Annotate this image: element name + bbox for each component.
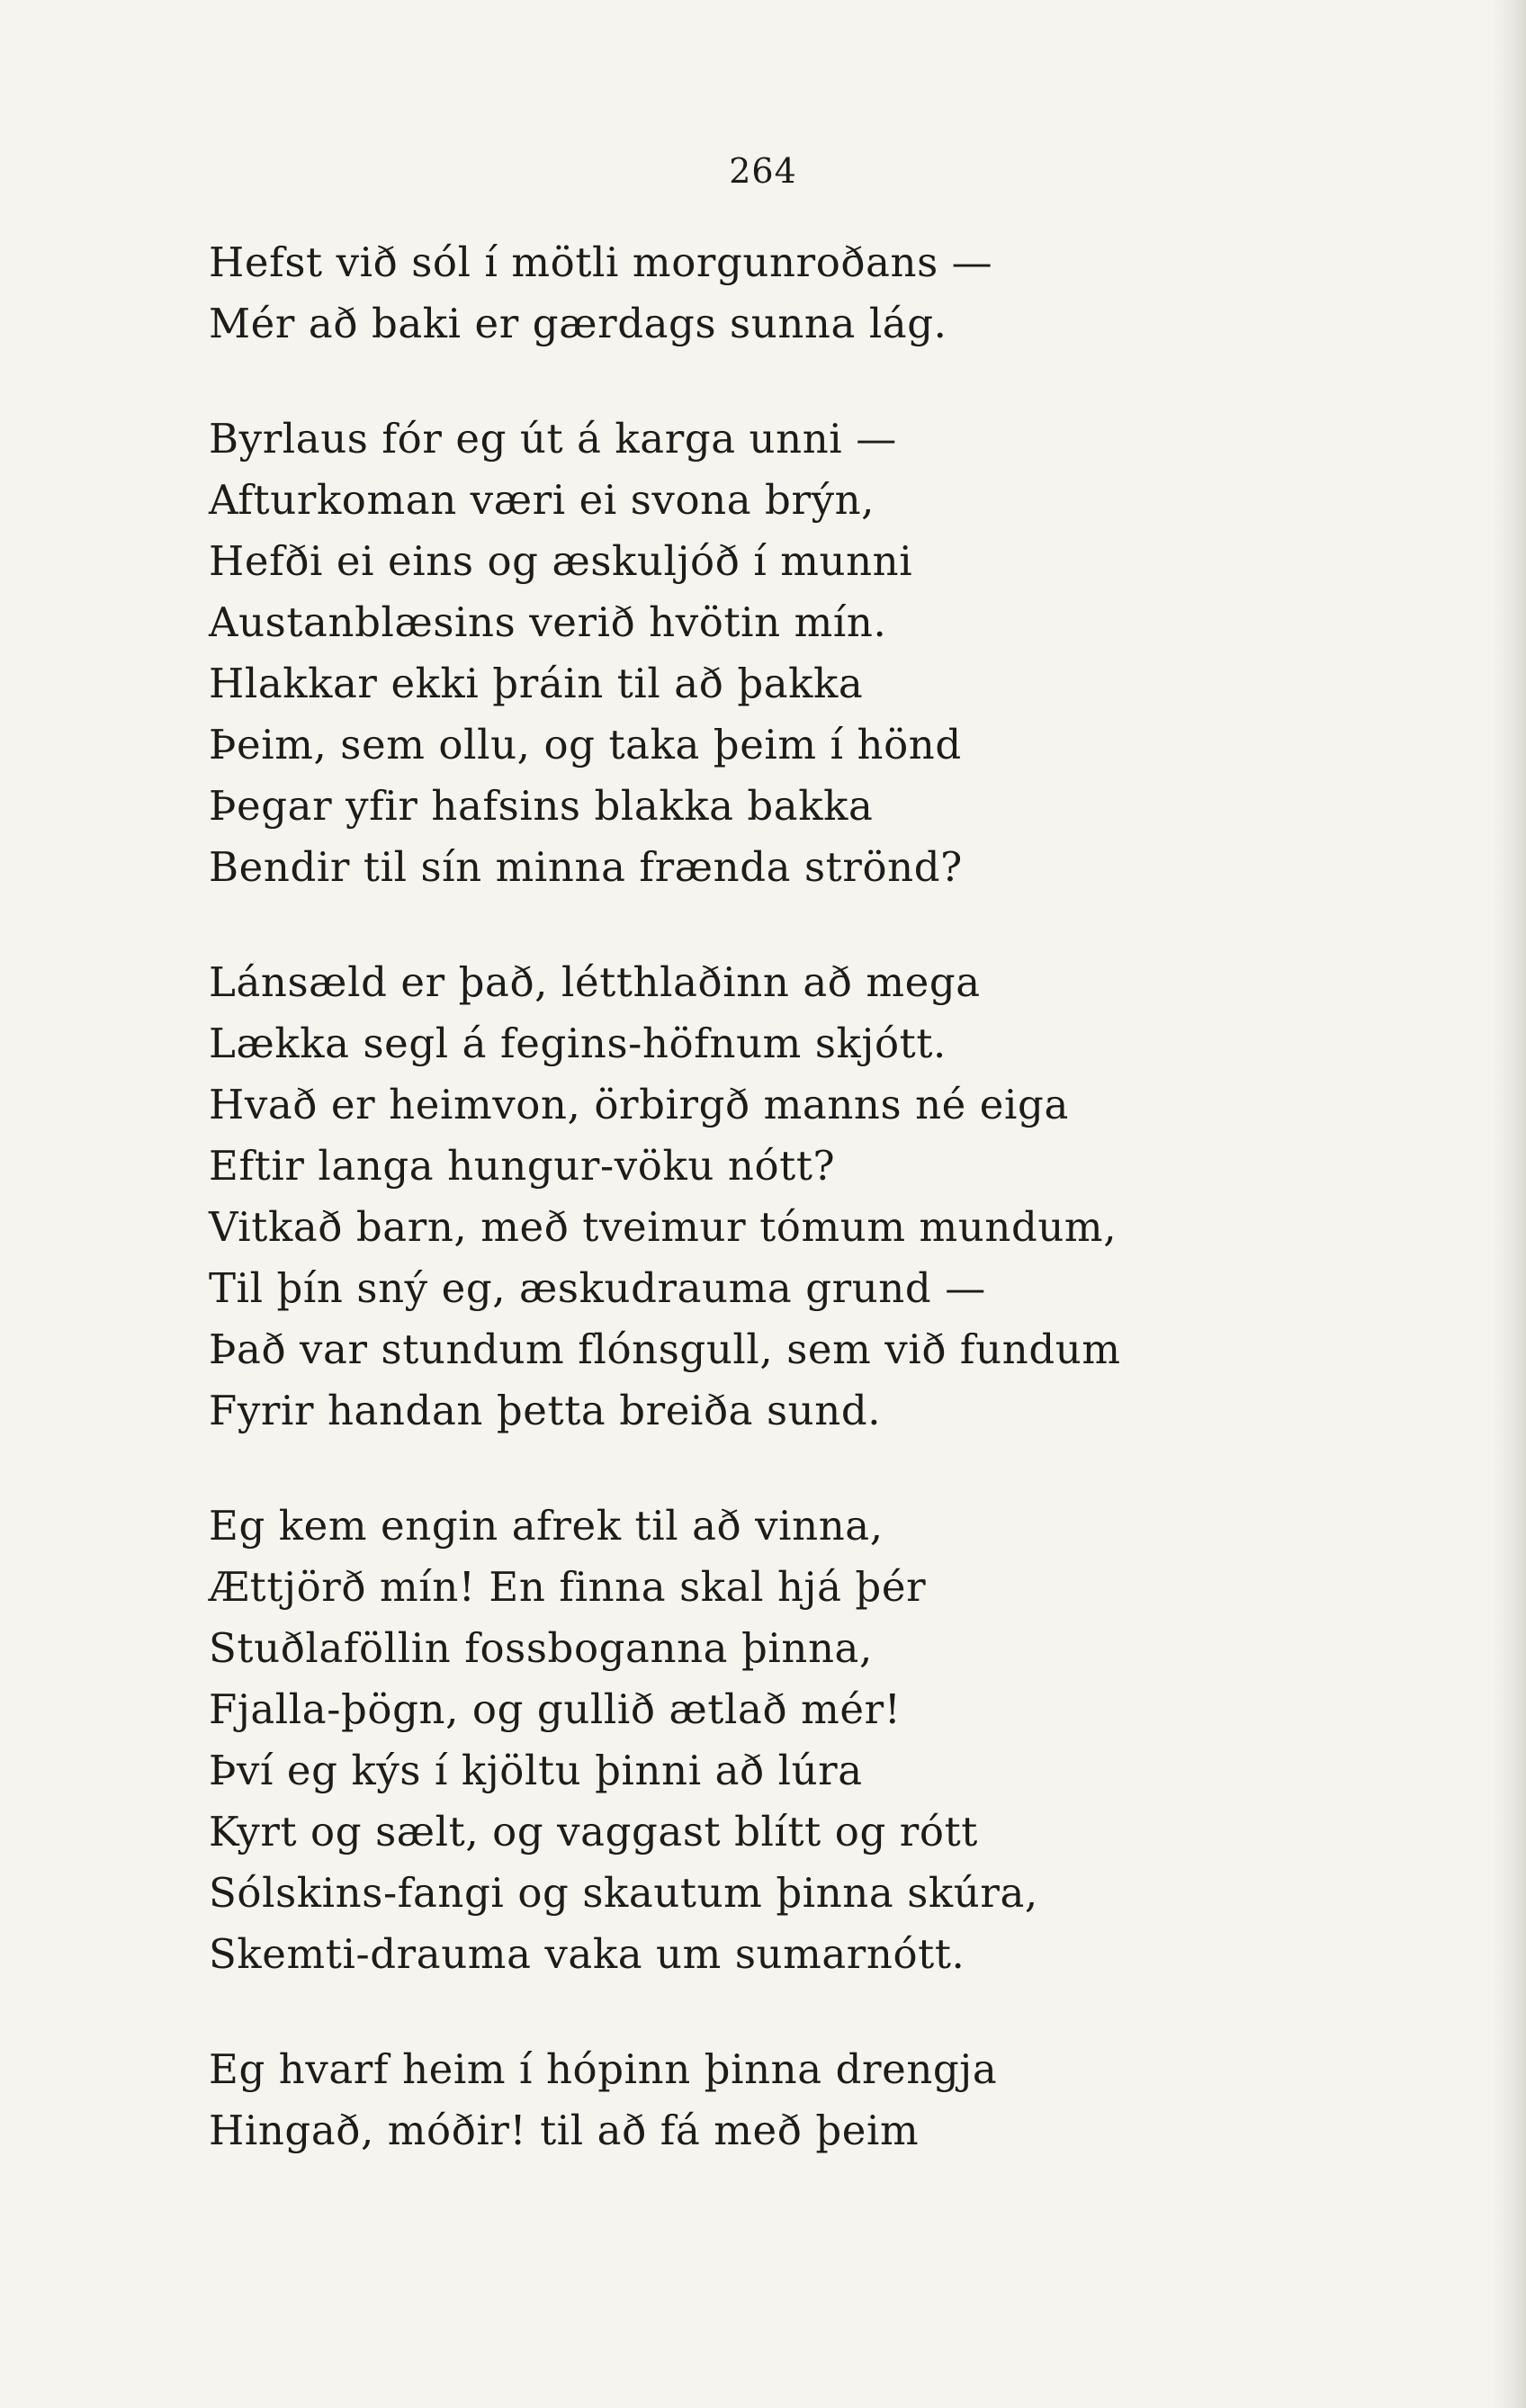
poem-line: Eftir langa hungur-vöku nótt?	[209, 1142, 836, 1190]
poem-line: Sólskins-fangi og skautum þinna skúra,	[209, 1869, 1038, 1917]
poem-line: Bendir til sín minna frænda strönd?	[209, 843, 963, 891]
poem-line: Eg hvarf heim í hópinn þinna drengja	[209, 2045, 998, 2093]
poem-line: Til þín sný eg, æskudrauma grund —	[209, 1264, 986, 1312]
poem-line: Austanblæsins verið hvötin mín.	[209, 598, 887, 646]
poem-line: Hefði ei eins og æskuljóð í munni	[209, 537, 913, 585]
stanza	[209, 2039, 1378, 2161]
poem-line: Stuðlaföllin fossboganna þinna,	[209, 1624, 873, 1672]
poem-line: Hlakkar ekki þráin til að þakka	[209, 660, 864, 707]
poem-line: Hefst við sól í mötli morgunroðans —	[209, 238, 993, 286]
poem-line: Lánsæld er það, létthlaðinn að mega	[209, 958, 981, 1006]
poem-line: Mér að baki er gærdags sunna lág.	[209, 300, 947, 347]
poem-line: Þegar yfir hafsins blakka bakka	[209, 782, 874, 830]
poem-line: Skemti-drauma vaka um sumarnótt.	[209, 1930, 965, 1978]
poem-line: Því eg kýs í kjöltu þinni að lúra	[209, 1747, 863, 1794]
poem-line: Kyrt og sælt, og vaggast blítt og rótt	[209, 1808, 978, 1855]
page-number: 264	[729, 151, 797, 191]
poem-line: Það var stundum flónsgull, sem við fundum	[209, 1325, 1121, 1373]
stanza	[209, 952, 1378, 1442]
poem-line: Byrlaus fór eg út á karga unni —	[209, 415, 897, 463]
poem-line: Lækka segl á fegins-höfnum skjótt.	[209, 1020, 947, 1067]
poem-line: Afturkoman væri ei svona brýn,	[209, 476, 875, 524]
poem-line: Ættjörð mín! En finna skal hjá þér	[209, 1563, 927, 1611]
stanza	[209, 409, 1378, 898]
poem-line: Hvað er heimvon, örbirgð manns né eiga	[209, 1081, 1069, 1128]
poem-line: Eg kem engin afrek til að vinna,	[209, 1502, 884, 1550]
poem-line: Þeim, sem ollu, og taka þeim í hönd	[209, 721, 962, 768]
poem-line: Fyrir handan þetta breiða sund.	[209, 1387, 882, 1434]
stanza	[209, 232, 1378, 355]
poem-line: Fjalla-þögn, og gullið ætlað mér!	[209, 1685, 902, 1733]
poem-line: Hingað, móðir! til að fá með þeim	[209, 2107, 920, 2154]
poem-body	[209, 232, 1378, 2215]
stanza	[209, 1496, 1378, 1985]
page-edge-shadow	[1494, 0, 1526, 2408]
poem-line: Vitkað barn, með tveimur tómum mundum,	[209, 1203, 1118, 1251]
